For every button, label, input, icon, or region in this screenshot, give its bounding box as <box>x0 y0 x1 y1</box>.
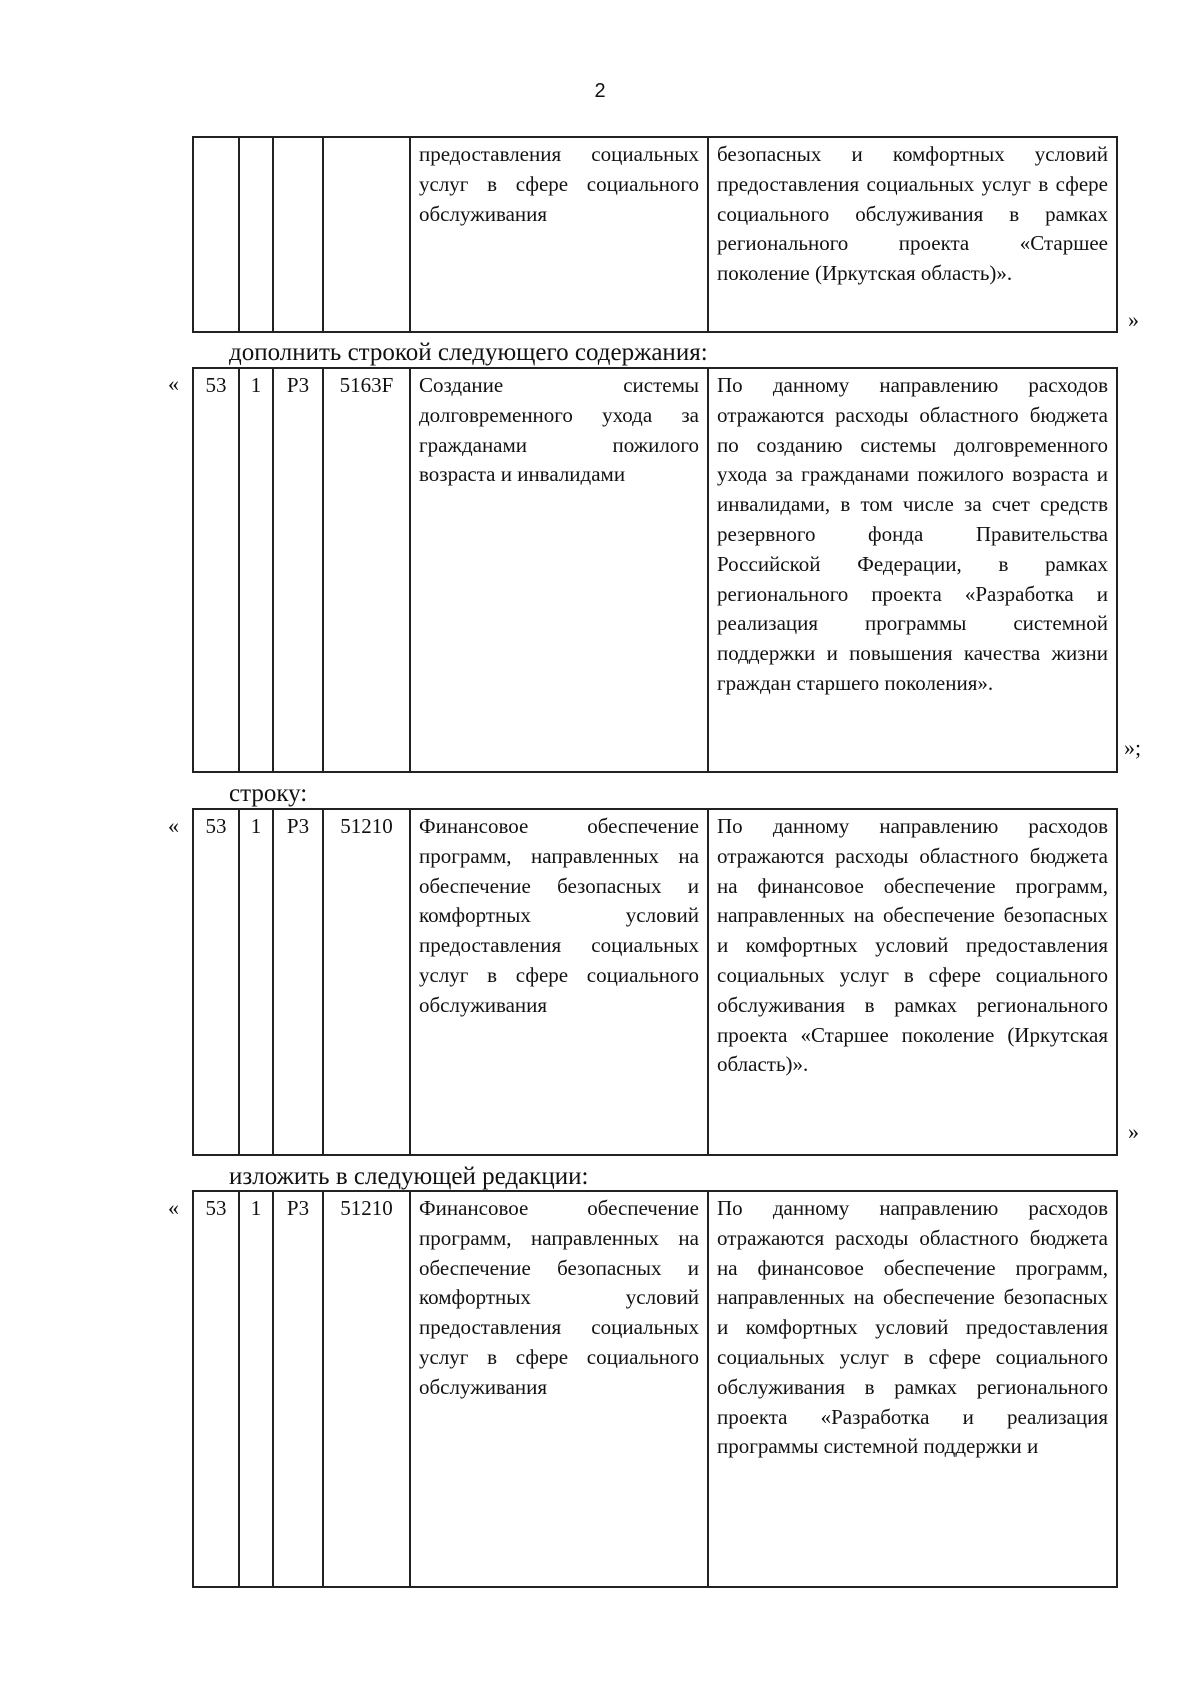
cell-project: Р3 <box>273 1191 323 1587</box>
cell-description: По данному направлению расходов отражаются расходы областного бюджета на финансовое обеспечение программ, направленных на обеспечение безопасных и комфортных условий предоставления социальных услуг в сфере социального обслуживания в рамках регионального проекта «Старшее поколение (Иркутская область)». <box>708 809 1117 1155</box>
cell-name: Финансовое обеспечение программ, направленных на обеспечение безопасных и комфортных условий предоставления социальных услуг в сфере социального обслуживания <box>410 809 708 1155</box>
instruction-text: дополнить строкой следующего содержания: <box>229 339 708 366</box>
cell-description: По данному направлению расходов отражаются расходы областного бюджета по созданию системы долговременного ухода за гражданами пожилого возраста и инвалидами, в том числе за счет средств резервного фонда Правительства Российской Федерации, в рамках регионального проекта «Разработка и реализация программы системной поддержки и повышения качества жизни граждан старшего поколения». <box>708 368 1117 772</box>
open-quote: « <box>168 371 179 396</box>
cell-direction-code <box>323 137 410 332</box>
cell-description: По данному направлению расходов отражаются расходы областного бюджета на финансовое обеспечение программ, направленных на обеспечение безопасных и комфортных условий предоставления социальных услуг в сфере социального обслуживания в рамках регионального проекта «Разработка и реализация программы системной поддержки и <box>708 1191 1117 1587</box>
cell-project <box>273 137 323 332</box>
table-row <box>192 1190 1118 1588</box>
cell-subsection: 1 <box>239 368 273 772</box>
cell-description: безопасных и комфортных условий предоставления социальных услуг в сфере социального обслуживания в рамках регионального проекта «Старшее поколение (Иркутская область)». <box>708 137 1117 332</box>
cell-section: 53 <box>193 368 239 772</box>
close-quote: » <box>1128 1119 1139 1144</box>
cell-section <box>193 137 239 332</box>
page-number: 2 <box>594 80 606 102</box>
cell-subsection: 1 <box>239 809 273 1155</box>
instruction-text: строку: <box>229 780 308 807</box>
cell-subsection <box>239 137 273 332</box>
cell-name: Создание системы долговременного ухода за гражданами пожилого возраста и инвалидами <box>410 368 708 772</box>
close-quote: » <box>1128 307 1139 332</box>
table-row <box>192 136 1118 333</box>
open-quote: « <box>168 813 179 838</box>
cell-project: Р3 <box>273 809 323 1155</box>
cell-direction-code: 51210 <box>323 1191 410 1587</box>
instruction-text: изложить в следующей редакции: <box>229 1163 589 1190</box>
table-row <box>192 367 1118 773</box>
cell-direction-code: 51210 <box>323 809 410 1155</box>
close-quote: »; <box>1124 735 1142 760</box>
cell-section: 53 <box>193 809 239 1155</box>
cell-section: 53 <box>193 1191 239 1587</box>
table-row <box>192 808 1118 1156</box>
cell-project: Р3 <box>273 368 323 772</box>
open-quote: « <box>168 1195 179 1220</box>
cell-subsection: 1 <box>239 1191 273 1587</box>
cell-direction-code: 5163F <box>323 368 410 772</box>
cell-name: предоставления социальных услуг в сфере социального обслуживания <box>410 137 708 332</box>
cell-name: Финансовое обеспечение программ, направленных на обеспечение безопасных и комфортных условий предоставления социальных услуг в сфере социального обслуживания <box>410 1191 708 1587</box>
